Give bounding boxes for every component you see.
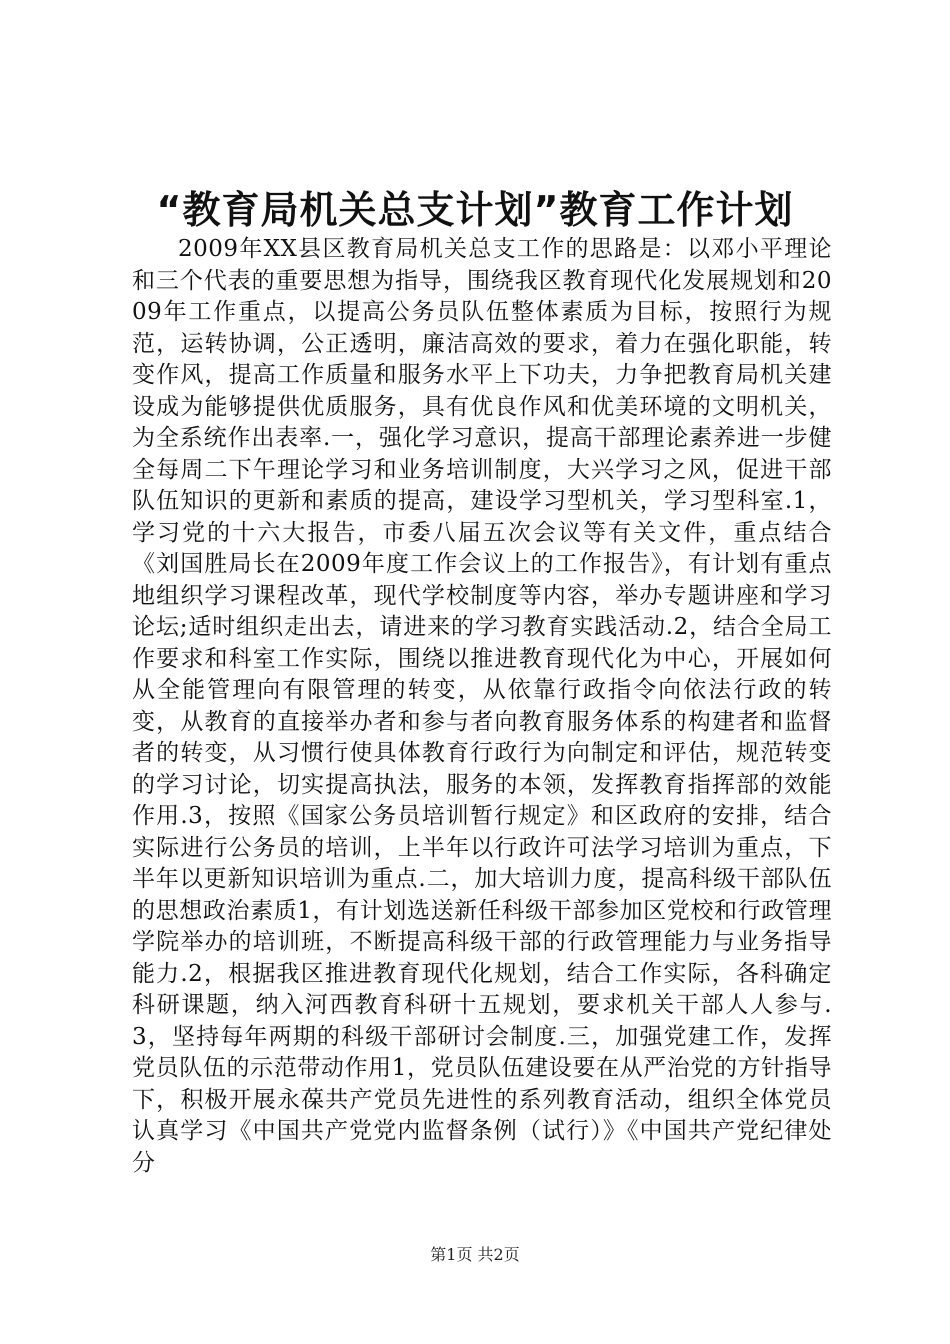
page-number-footer: 第1页 共2页 (430, 1245, 520, 1264)
document-title: “教育局机关总支计划”教育工作计划 (156, 188, 794, 232)
document-body-paragraph: 2009年XX县区教育局机关总支工作的思路是：以邓小平理论和三个代表的重要思想为指导，围绕我区教育现代化发展规划和2009年工作重点，以提高公务员队伍整体素质为目标，按照行为规范，运转协调，公正透明，廉洁高效的要求，着力在强化职能，转变作风，提高工作质量和服务水平上下功夫，力争把教育局机关建设成为能够提供优质服务，具有优良作风和优美环境的文明机关，为全系统作出表率.一，强化学习意识，提高干部理论素养进一步健全每周二下午理论学习和业务培训制度，大兴学习之风，促进干部队伍知识的更新和素质的提高，建设学习型机关，学习型科室.1，学习党的十六大报告，市委八届五次会议等有关文件，重点结合《刘国胜局长在2009年度工作会议上的工作报告》，有计划有重点地组织学习课程改革，现代学校制度等内容，举办专题讲座和学习论坛;适时组织走出去，请进来的学习教育实践活动.2，结合全局工作要求和科室工作实际，围绕以推进教育现代化为中心，开展如何从全能管理向有限管理的转变，从依靠行政指令向依法行政的转变，从教育的直接举办者和参与者向教育服务体系的构建者和监督者的转变，从习惯行使具体教育行政行为向制定和评估，规范转变的学习讨论，切实提高执法，服务的本领，发挥教育指挥部的效能作用.3，按照《国家公务员培训暂行规定》和区政府的安排，结合实际进行公务员的培训，上半年以行政许可法学习培训为重点，下半年以更新知识培训为重点.二，加大培训力度，提高科级干部队伍的思想政治素质1，有计划选送新任科级干部参加区党校和行政管理学院举办的培训班，不断提高科级干部的行政管理能力与业务指导能力.2，根据我区推进教育现代化规划，结合工作实际，各科确定科研课题，纳入河西教育科研十五规划，要求机关干部人人参与.3，坚持每年两期的科级干部研讨会制度.三，加强党建工作，发挥党员队伍的示范带动作用1，党员队伍建设要在从严治党的方针指导下，积极开展永葆共产党员先进性的系列教育活动，组织全体党员认真学习《中国共产党党内监督条例（试行）》《中国共产党纪律处分 (132, 236, 832, 1176)
